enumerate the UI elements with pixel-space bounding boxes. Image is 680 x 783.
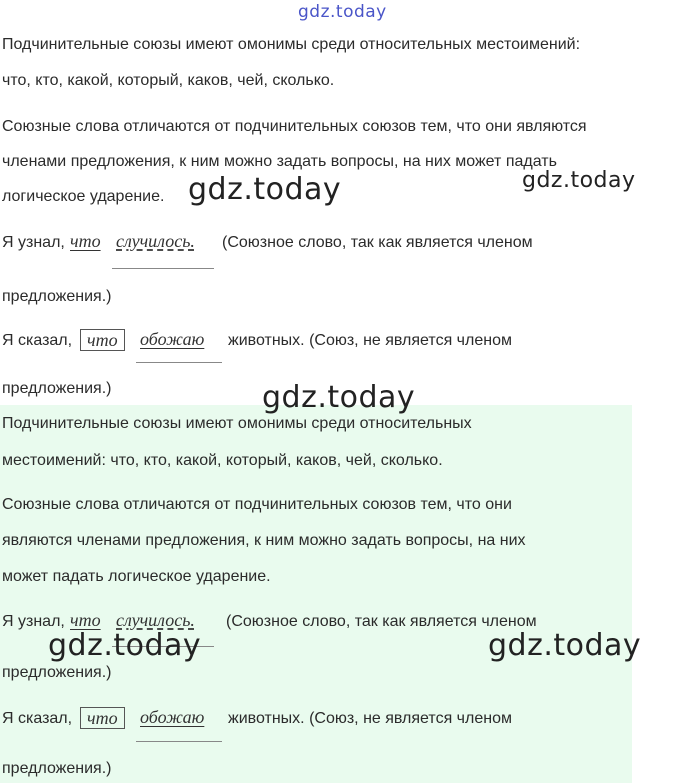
watermark-s2-a: gdz.today [48, 628, 202, 663]
watermark-top: gdz.today [298, 2, 387, 22]
s2-ex2-comment: животных. (Союз, не является членом [228, 710, 512, 727]
s1-ex2-dash [136, 362, 222, 363]
s2-line5: может падать логическое ударение. [2, 568, 271, 585]
s2-ex2-prefix: Я сказал, [2, 710, 73, 727]
watermark-s1-a: gdz.today [188, 172, 342, 207]
s2-ex2-word-chto: что [80, 707, 125, 729]
s2-ex1-comment: (Союзное слово, так как является членом [226, 613, 537, 630]
s1-line4: членами предложения, к ним можно задать вопросы, на них может падать [2, 153, 557, 170]
s2-ex2-word-obozhayu: обожаю [140, 707, 205, 727]
s1-line3: Союзные слова отличаются от подчинительных союзов тем, что они являются [2, 118, 587, 135]
s1-ex2-comment-end: предложения.) [2, 380, 112, 397]
watermark-middle: gdz.today [262, 380, 416, 415]
s1-ex1-comment-end: предложения.) [2, 288, 112, 305]
s1-ex1-dash [112, 268, 214, 269]
s2-line1: Подчинительные союзы имеют омонимы среди относительных [2, 415, 472, 432]
s1-ex2-word-chto: что [80, 329, 125, 351]
s1-ex1-comment: (Союзное слово, так как является членом [222, 234, 533, 251]
s2-line4: являются членами предложения, к ним можно задать вопросы, на них [2, 532, 526, 549]
s2-line3: Союзные слова отличаются от подчинительных союзов тем, что они [2, 496, 512, 513]
s1-ex2-comment: животных. (Союз, не является членом [228, 332, 512, 349]
s1-ex1-word-sluchilos: случилось. [116, 231, 195, 251]
s2-line2: местоимений: что, кто, какой, который, каков, чей, сколько. [2, 452, 443, 469]
s1-line1: Подчинительные союзы имеют омонимы среди относительных местоимений: [2, 36, 581, 53]
watermark-s1-b: gdz.today [522, 168, 636, 193]
watermark-s2-b: gdz.today [488, 628, 642, 663]
s1-ex2-prefix: Я сказал, [2, 332, 73, 349]
s1-line2: что, кто, какой, который, каков, чей, сколько. [2, 72, 335, 89]
s1-ex1-prefix: Я узнал, [2, 234, 65, 251]
s1-ex2-word-obozhayu: обожаю [140, 329, 205, 349]
s2-ex1-word-sluchilos: случилось. [116, 610, 195, 630]
s1-line5: логическое ударение. [2, 188, 165, 205]
s2-ex1-word-chto: что [70, 610, 101, 630]
s2-ex2-dash [136, 741, 222, 742]
s2-ex2-comment-end: предложения.) [2, 760, 112, 777]
s2-ex1-comment-end: предложения.) [2, 664, 112, 681]
s1-ex1-word-chto: что [70, 231, 101, 251]
s2-ex1-prefix: Я узнал, [2, 613, 65, 630]
